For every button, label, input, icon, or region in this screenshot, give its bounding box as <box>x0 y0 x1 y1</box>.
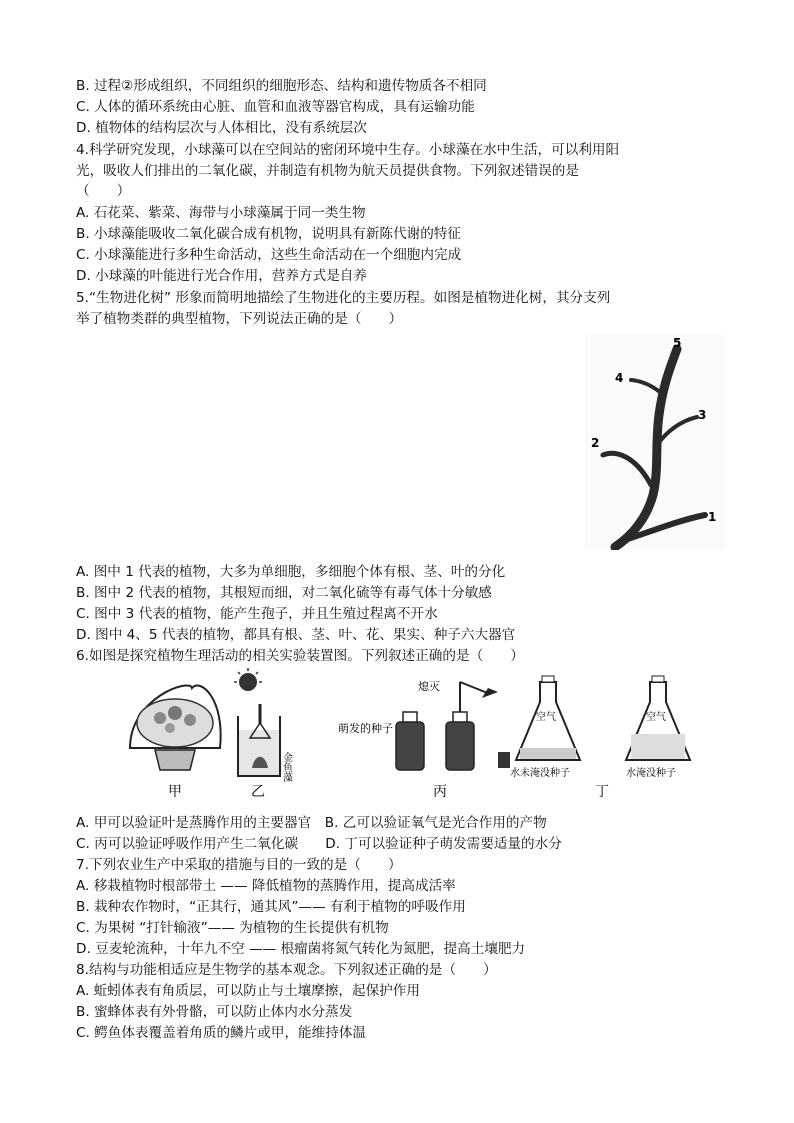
q3-option-c: C. 人体的循环系统由心脏、血管和血液等器官构成，具有运输功能 <box>76 99 475 115</box>
q8-stem: 8.结构与功能相适应是生物学的基本观念。下列叙述正确的是（ ） <box>76 962 497 978</box>
label-air-1: 空气 <box>536 712 556 723</box>
q6-options-ab: A. 甲可以验证叶是蒸腾作用的主要器官 B. 乙可以验证氧气是光合作用的产物 <box>76 815 547 831</box>
q6-stem: 6.如图是探究植物生理活动的相关实验装置图。下列叙述正确的是（ ） <box>76 648 524 664</box>
tree-label-1: 1 <box>708 510 717 524</box>
q8-option-a: A. 蚯蚓体表有角质层，可以防止与土壤摩擦，起保护作用 <box>76 983 420 999</box>
q6-options-cd: C. 丙可以验证呼吸作用产生二氧化碳 D. 丁可以验证种子萌发需要适量的水分 <box>76 836 562 852</box>
q3-option-d: D. 植物体的结构层次与人体相比，没有系统层次 <box>76 120 367 136</box>
q5-stem-line1: 5.“生物进化树” 形象而简明地描绘了生物进化的主要历程。如图是植物进化树，其分支列 <box>76 290 611 306</box>
label-air-2: 空气 <box>646 712 666 723</box>
label-sub: 水淹没种子 <box>626 768 676 779</box>
q5-option-a: A. 图中 1 代表的植物，大多为单细胞，多细胞个体有根、茎、叶的分化 <box>76 564 506 580</box>
label-xiemie: 熄灭 <box>418 680 440 693</box>
apparatus-ding <box>510 676 690 800</box>
evolution-tree-figure <box>585 335 725 550</box>
q7-option-b: B. 栽种农作物时，“正其行，通其风”—— 有利于植物的呼吸作用 <box>76 899 466 915</box>
q4-option-b: B. 小球藻能吸收二氧化碳合成有机物，说明具有新陈代谢的特征 <box>76 226 461 242</box>
apparatus-yi <box>234 668 293 800</box>
q4-answer-paren: （ ） <box>76 183 131 199</box>
caption-bing: 丙 <box>433 784 447 800</box>
caption-yi: 乙 <box>251 784 265 800</box>
tree-label-3: 3 <box>698 408 707 422</box>
label-notsub: 水未淹没种子 <box>510 768 570 779</box>
label-seed: 萌发的种子 <box>338 722 393 735</box>
tree-label-5: 5 <box>673 336 682 350</box>
q3-option-b: B. 过程②形成组织，不同组织的细胞形态、结构和遗传物质各不相同 <box>76 78 487 94</box>
q8-option-b: B. 蜜蜂体表有外骨骼，可以防止体内水分蒸发 <box>76 1004 353 1020</box>
experiment-apparatus-figure <box>120 668 720 806</box>
q4-option-a: A. 石花菜、紫菜、海带与小球藻属于同一类生物 <box>76 205 366 221</box>
q5-option-c: C. 图中 3 代表的植物，能产生孢子，并且生殖过程离不开水 <box>76 606 438 622</box>
tree-label-4: 4 <box>615 371 624 385</box>
caption-jia: 甲 <box>168 784 182 800</box>
q4-stem-line1: 4.科学研究发现，小球藻可以在空间站的密闭环境中生存。小球藻在水中生活，可以利用阳 <box>76 142 620 158</box>
tree-label-2: 2 <box>591 436 600 450</box>
q5-option-b: B. 图中 2 代表的植物，其根短而细，对二氧化硫等有毒气体十分敏感 <box>76 585 492 601</box>
q7-option-c: C. 为果树 “打针输液”—— 为植物的生长提供有机物 <box>76 920 389 936</box>
label-yuqin: 金鱼藻 <box>280 752 292 782</box>
q5-option-d: D. 图中 4、5 代表的植物，都具有根、茎、叶、花、果实、种子六大器官 <box>76 627 516 643</box>
apparatus-jia <box>130 686 221 801</box>
apparatus-bing <box>338 679 510 800</box>
sun-icon <box>239 673 257 691</box>
q5-stem-line2: 举了植物类群的典型植物，下列说法正确的是（ ） <box>76 311 403 327</box>
q4-option-c: C. 小球藻能进行多种生命活动，这些生命活动在一个细胞内完成 <box>76 247 462 263</box>
q7-option-a: A. 移栽植物时根部带土 —— 降低植物的蒸腾作用，提高成活率 <box>76 878 456 894</box>
q7-stem: 7.下列农业生产中采取的措施与目的一致的是（ ） <box>76 857 402 873</box>
q4-stem-line2: 光，吸收人们排出的二氧化碳，并制造有机物为航天员提供食物。下列叙述错误的是 <box>76 163 579 179</box>
q8-option-c: C. 鳄鱼体表覆盖着角质的鳞片或甲，能维持体温 <box>76 1025 367 1041</box>
caption-ding: 丁 <box>595 784 609 800</box>
q4-option-d: D. 小球藻的叶能进行光合作用，营养方式是自养 <box>76 268 367 284</box>
q7-option-d: D. 豆麦轮流种，十年九不空 —— 根瘤菌将氮气转化为氮肥，提高土壤肥力 <box>76 941 526 957</box>
